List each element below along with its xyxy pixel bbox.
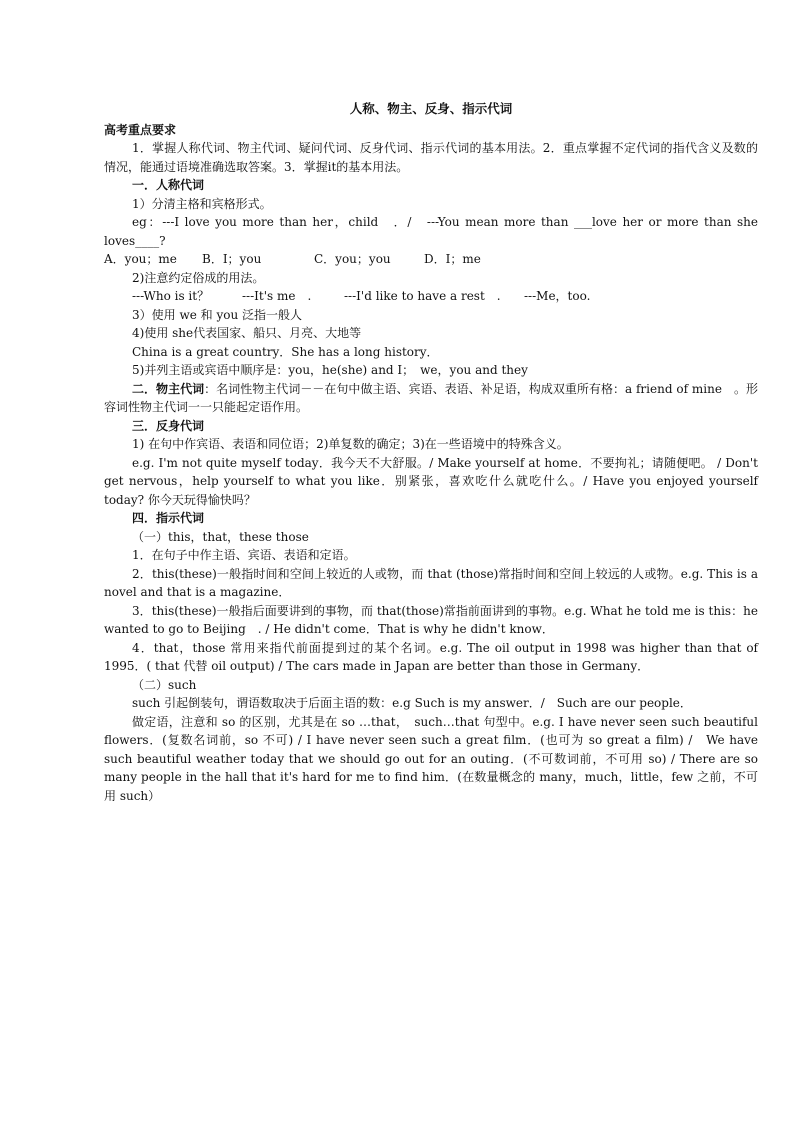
paragraph: 3．this(these)一般指后面要讲到的事物，而 that(those)常指前面讲到的事物。e.g. What he told me is this：he wanted to go to Beijing . / He didn't come．That is why he didn't know． (104, 603, 758, 636)
paragraph: 1．在句子中作主语、宾语、表语和定语。 (132, 548, 356, 562)
paragraph: 5)并列主语或宾语中顺序是：you，he(she) and I； we，you and they (132, 363, 528, 377)
dialog-4: ---Me，too. (524, 289, 591, 303)
subheading: （二）such (132, 677, 197, 692)
example-sentence: eg：---I love you more than her，child ．/ ---You mean more than ___love her or more than she loves____? (104, 215, 758, 248)
dialog-2: ---It's me . (242, 289, 312, 303)
requirements-heading: 高考重点要求 (104, 122, 177, 137)
option-a: A．you；me (104, 252, 177, 266)
page-title: 人称、物主、反身、指示代词 (349, 101, 513, 116)
paragraph: 4)使用 she代表国家、船只、月亮、大地等 (132, 326, 362, 340)
paragraph: 2)注意约定俗成的用法。 (132, 270, 265, 285)
paragraph: 4．that，those 常用来指代前面提到过的某个名词。e.g. The oil output in 1998 was higher than that of 1995．( that 代替 oil output) / The cars made in Japan are better than those in Germany． (104, 640, 758, 673)
paragraph: 1）分清主格和宾格形式。 (132, 196, 272, 211)
dialog-line (104, 287, 758, 306)
section-heading-possessive-pronouns: 二．物主代词 (132, 381, 205, 396)
section-heading-personal-pronouns: 一．人称代词 (132, 178, 205, 192)
paragraph: such 引起倒装句，谓语数取决于后面主语的数：e.g Such is my answer．/ Such are our people． (132, 696, 692, 710)
answer-options (104, 250, 758, 269)
paragraph: e.g. I'm not quite myself today．我今天不大舒服。/ Make yourself at home．不要拘礼；请随便吧。 / Don't get nervous，help yourself to what you like．别紧张，喜欢吃什么就吃什么。/ Have you enjoyed yourself today? 你今天玩得愉快吗？ (104, 455, 758, 507)
dialog-1: ---Who is it？ (132, 289, 210, 303)
subheading: （一）this，that，these those (132, 529, 309, 544)
paragraph: 1) 在句中作宾语、表语和同位语；2)单复数的确定；3)在一些语境中的特殊含义。 (132, 437, 569, 451)
option-c: C．you；you (314, 252, 391, 266)
section-heading-demonstrative-pronouns: 四．指示代词 (132, 511, 205, 525)
section-heading-reflexive-pronouns: 三．反身代词 (132, 418, 205, 433)
section-possessive-pronouns (104, 380, 758, 417)
paragraph: 做定语，注意和 so 的区别，尤其是在 so …that， such…that 句型中。e.g. I have never seen such beautiful flowers．(复数名词前，so 不可) / I have never seen such a great film．(也可为 so great a film) / We have such beautiful weather today that we should go out for an outing．(不可数词前，不可用 so) / There are so many people in the hall that it's hard for me to find him．(在数量概念的 many，much，little，few 之前，不可用 such） (104, 714, 758, 803)
dialog-3: ---I'd like to have a rest . (344, 289, 501, 303)
requirements-text: 1．掌握人称代词、物主代词、疑问代词、反身代词、指示代词的基本用法。2．重点掌握不定代词的指代含义及数的情况，能通过语境准确选取答案。3．掌握it的基本用法。 (104, 141, 758, 174)
section-text: ：名词性物主代词－－在句中做主语、宾语、表语、补足语，构成双重所有格：a friend of mine 。形容词性物主代词一一只能起定语作用。 (104, 381, 758, 414)
option-d: D．I；me (424, 252, 481, 266)
paragraph: 2．this(these)一般指时间和空间上较近的人或物，而 that (those)常指时间和空间上较远的人或物。e.g. This is a novel and that is a magazine． (104, 566, 758, 599)
document-page (104, 100, 758, 805)
paragraph: China is a great country．She has a long history． (132, 344, 439, 359)
paragraph: 3）使用 we 和 you 泛指一般人 (132, 307, 302, 322)
option-b: B．I；you (202, 252, 262, 266)
